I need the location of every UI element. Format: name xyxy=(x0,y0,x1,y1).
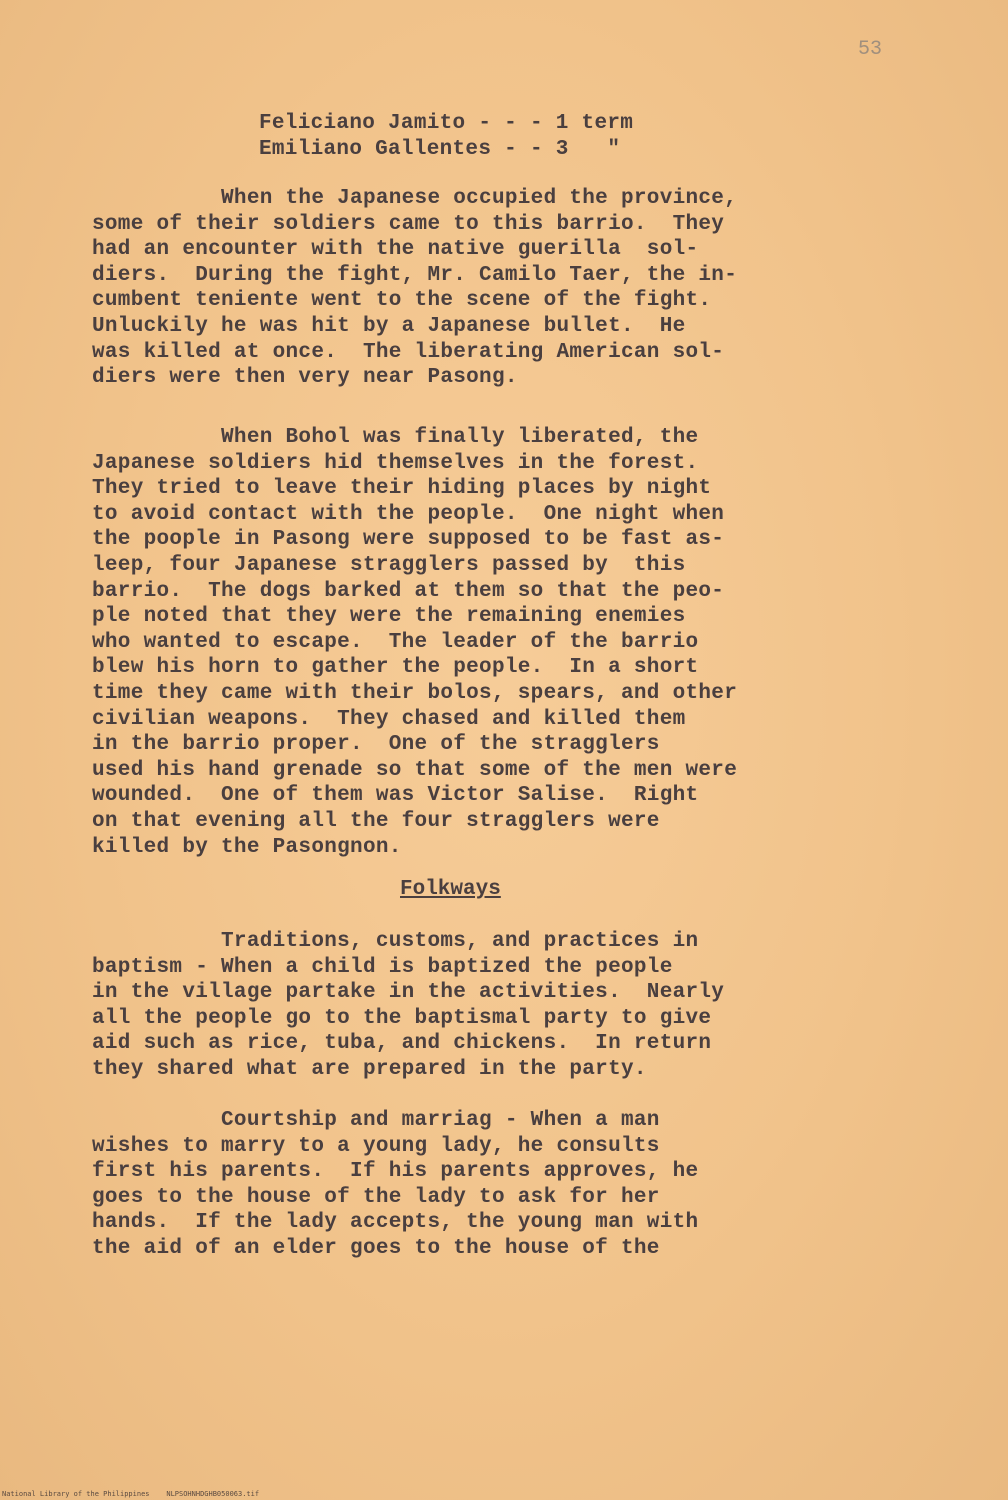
text-line: Courtship and marriag - When a man xyxy=(92,1109,660,1132)
section-heading: Folkways xyxy=(400,878,501,901)
page-number: 53 xyxy=(858,38,883,61)
text-line: leep, four Japanese stragglers passed by this xyxy=(92,553,686,577)
text-line: who wanted to escape. The leader of the barrio xyxy=(92,630,699,654)
text-line: They tried to leave their hiding places by night xyxy=(92,477,712,501)
text-line: cumbent teniente went to the scene of the fight. xyxy=(92,289,712,313)
official-line: Feliciano Jamito - - - 1 term xyxy=(259,112,634,135)
text-line: diers. During the fight, Mr. Camilo Taer, the in- xyxy=(92,263,738,287)
text-line: some of their soldiers came to this barrio. They xyxy=(92,212,725,236)
paragraph-occupation xyxy=(92,186,737,391)
paragraph-courtship xyxy=(92,1108,698,1262)
text-line: When Bohol was finally liberated, the xyxy=(92,426,699,449)
text-line: had an encounter with the native guerilla sol- xyxy=(92,238,699,262)
text-line: barrio. The dogs barked at them so that the peo- xyxy=(92,579,725,603)
text-line: Unluckily he was hit by a Japanese bullet. He xyxy=(92,314,686,338)
text-line: the poople in Pasong were supposed to be fast as- xyxy=(92,528,725,552)
text-line: first his parents. If his parents approves, he xyxy=(92,1160,699,1184)
text-line: to avoid contact with the people. One night when xyxy=(92,502,725,526)
text-line: time they came with their bolos, spears, and other xyxy=(92,681,738,705)
text-line: wounded. One of them was Victor Salise. Right xyxy=(92,784,699,808)
text-line: aid such as rice, tuba, and chickens. In return xyxy=(92,1032,712,1056)
official-line: Emiliano Gallentes - - 3 " xyxy=(259,137,621,161)
text-line: goes to the house of the lady to ask for her xyxy=(92,1185,660,1209)
text-line: diers were then very near Pasong. xyxy=(92,366,518,390)
archive-footer: National Library of the Philippines NLPSOHNHDGHB050063.tif xyxy=(2,1490,260,1498)
text-line: used his hand grenade so that some of the men were xyxy=(92,758,738,782)
text-line: Traditions, customs, and practices in xyxy=(92,930,699,953)
paragraph-liberation xyxy=(92,425,737,860)
text-line: on that evening all the four stragglers were xyxy=(92,809,660,833)
text-line: wishes to marry to a young lady, he consults xyxy=(92,1134,660,1158)
text-line: they shared what are prepared in the party. xyxy=(92,1057,647,1081)
text-line: hands. If the lady accepts, the young man with xyxy=(92,1211,699,1235)
text-line: was killed at once. The liberating American sol- xyxy=(92,340,725,364)
text-line: ple noted that they were the remaining enemies xyxy=(92,605,686,629)
text-line: When the Japanese occupied the province, xyxy=(92,187,738,210)
text-line: in the barrio proper. One of the stragglers xyxy=(92,733,660,757)
text-line: baptism - When a child is baptized the people xyxy=(92,955,673,979)
text-line: blew his horn to gather the people. In a short xyxy=(92,656,699,680)
text-line: killed by the Pasongnon. xyxy=(92,835,402,859)
text-line: Japanese soldiers hid themselves in the forest. xyxy=(92,451,699,475)
text-line: the aid of an elder goes to the house of the xyxy=(92,1236,660,1260)
text-line: civilian weapons. They chased and killed them xyxy=(92,707,686,731)
officials-list xyxy=(259,111,633,162)
text-line: in the village partake in the activities. Nearly xyxy=(92,981,725,1005)
paragraph-baptism xyxy=(92,929,724,1083)
text-line: all the people go to the baptismal party to give xyxy=(92,1006,712,1030)
